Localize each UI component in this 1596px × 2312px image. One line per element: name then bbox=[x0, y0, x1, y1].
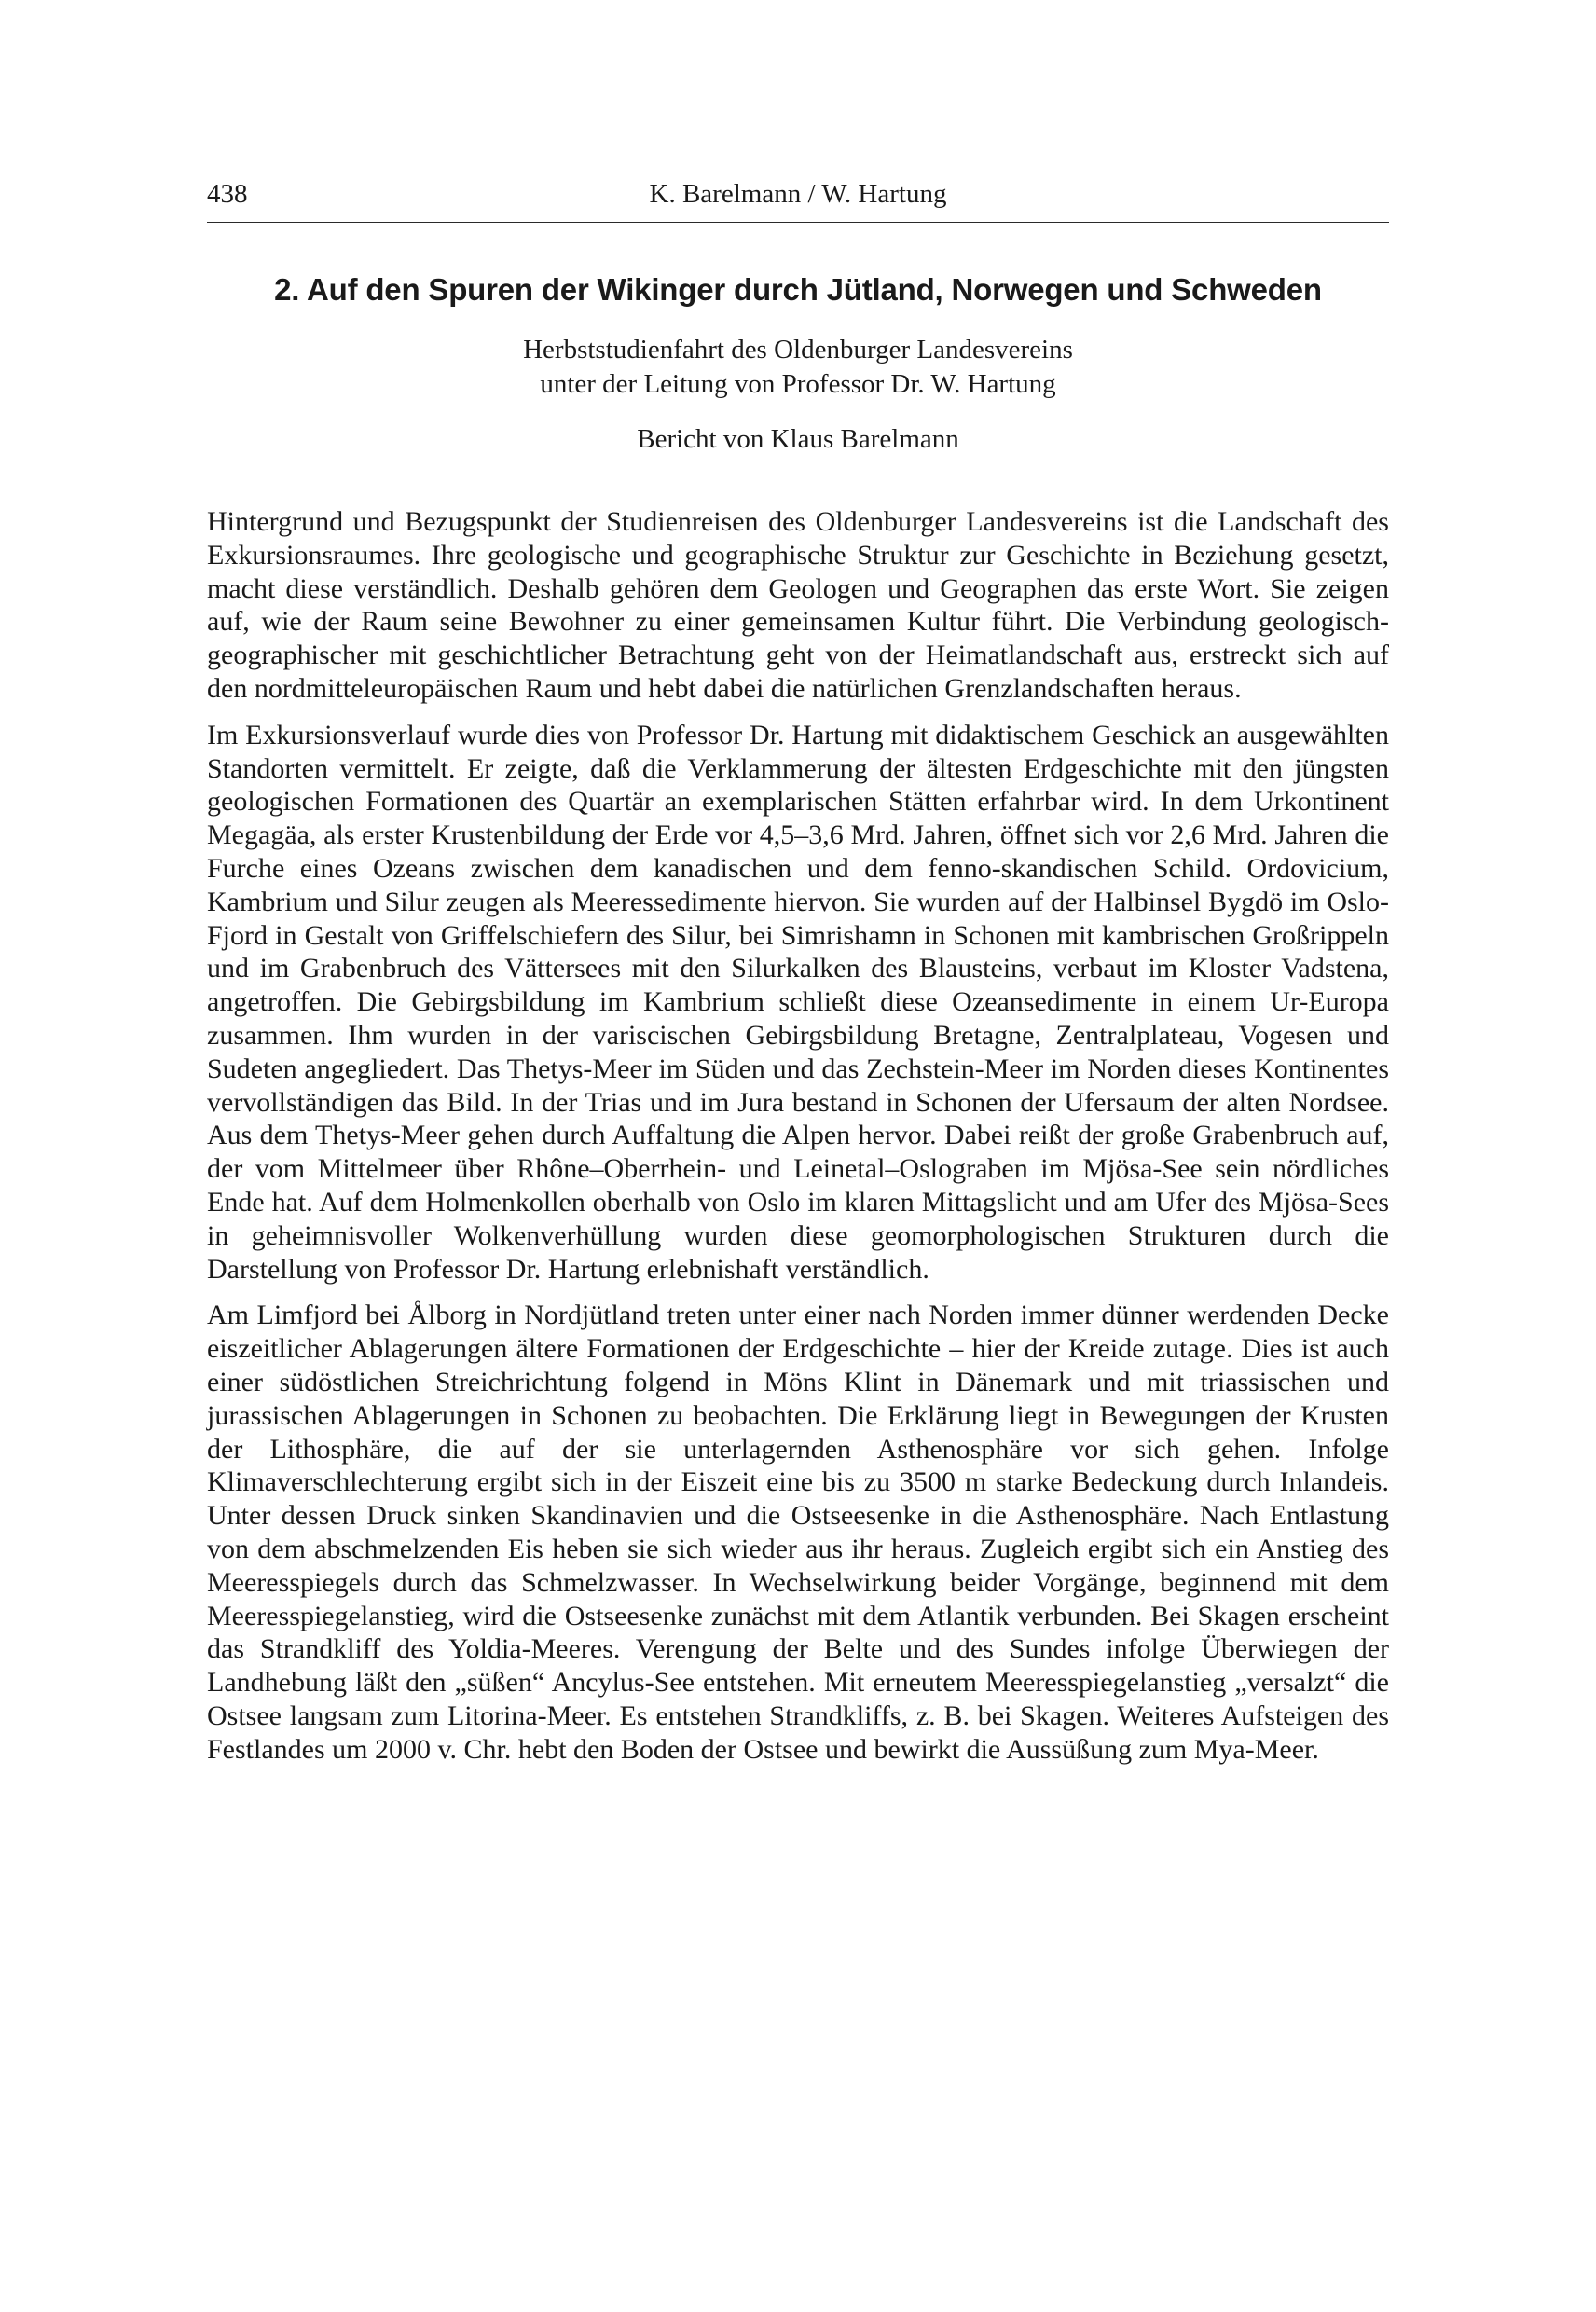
page-number: 438 bbox=[207, 179, 248, 209]
paragraph-2: Im Exkursionsverlauf wurde dies von Professor Dr. Hartung mit didaktischem Geschick an ausgewählten Standorten vermittelt. Er zeigte, daß die Verklammerung der ältesten Erdgeschichte mit den jüngsten geologischen Formationen des Quartär an exemplarischen Stätten erfahrbar wird. In dem Urkontinent Megagäa, als erster Krustenbildung der Erde vor 4,5–3,6 Mrd. Jahren, öffnet sich vor 2,6 Mrd. Jahren die Furche eines Ozeans zwischen dem kanadischen und dem fenno-skandischen Schild. Ordovicium, Kambrium und Silur zeugen als Meeressedimente hiervon. Sie wurden auf der Halbinsel Bygdö im Oslo-Fjord in Gestalt von Griffelschiefern des Silur, bei Simrishamn in Schonen mit kambrischen Großrippeln und im Grabenbruch des Vättersees mit den Silurkalken des Blausteins, verbaut im Kloster Vadstena, angetroffen. Die Gebirgsbildung im Kambrium schließt diese Ozeansedimente in einem Ur-Europa zusammen. Ihm wurden in der variscischen Gebirgsbildung Bretagne, Zentralplateau, Vogesen und Sudeten angegliedert. Das Thetys-Meer im Süden und das Zechstein-Meer im Norden dieses Kontinentes vervollständigen das Bild. In der Trias und im Jura bestand in Schonen der Ufersaum der alten Nordsee. Aus dem Thetys-Meer gehen durch Auffaltung die Alpen hervor. Dabei reißt der große Grabenbruch auf, der vom Mittelmeer über Rhône–Oberrhein- und Leinetal–Oslograben im Mjösa-See sein nördliches Ende hat. Auf dem Holmenkollen oberhalb von Oslo im klaren Mittagslicht und am Ufer des Mjösa-Sees in geheimnisvoller Wolkenverhüllung wurden diese geomorphologischen Strukturen durch die Darstellung von Professor Dr. Hartung erlebnishaft verständlich. bbox=[207, 719, 1389, 1285]
header-rule bbox=[207, 222, 1389, 223]
subtitle-line-1: Herbststudienfahrt des Oldenburger Landesvereins bbox=[523, 335, 1073, 365]
article-subtitle bbox=[207, 333, 1389, 402]
page bbox=[207, 175, 1389, 1779]
article-byline: Bericht von Klaus Barelmann bbox=[637, 424, 959, 454]
paragraph-3: Am Limfjord bei Ålborg in Nordjütland treten unter einer nach Norden immer dünner werdenden Decke eiszeitlicher Ablagerungen ältere Formationen der Erdgeschichte – hier der Kreide zutage. Dies ist auch einer südöstlichen Streichrichtung folgend in Möns Klint in Dänemark und mit triassischen und jurassischen Ablagerungen in Schonen zu beobachten. Die Erklärung liegt in Bewegungen der Krusten der Lithosphäre, die auf der sie unterlagernden Asthenosphäre vor sich gehen. Infolge Klimaverschlechterung ergibt sich in der Eiszeit eine bis zu 3500 m starke Bedeckung durch Inlandeis. Unter dessen Druck sinken Skandinavien und die Ostseesenke in die Asthenosphäre. Nach Entlastung von dem abschmelzenden Eis heben sie sich wieder aus ihr heraus. Zugleich ergibt sich ein Anstieg des Meeresspiegels durch das Schmelzwasser. In Wechselwirkung beider Vorgänge, beginnend mit dem Meeresspiegelanstieg, wird die Ostseesenke zunächst mit dem Atlantik verbunden. Bei Skagen erscheint das Strandkliff des Yoldia-Meeres. Verengung der Belte und des Sundes infolge Überwiegen der Landhebung läßt den „süßen“ Ancylus-See entstehen. Mit erneutem Meeresspiegelanstieg „versalzt“ die Ostsee langsam zum Litorina-Meer. Es entstehen Strandkliffs, z. B. bei Skagen. Weiteres Aufsteigen des Festlandes um 2000 v. Chr. hebt den Boden der Ostsee und bewirkt die Aussüßung zum Mya-Meer. bbox=[207, 1300, 1389, 1765]
article-body bbox=[207, 505, 1389, 1766]
article-title: 2. Auf den Spuren der Wikinger durch Jütland, Norwegen und Schweden bbox=[274, 272, 1322, 307]
subtitle-line-2: unter der Leitung von Professor Dr. W. Hartung bbox=[540, 369, 1056, 399]
running-title: K. Barelmann / W. Hartung bbox=[649, 179, 947, 209]
running-head bbox=[207, 175, 1389, 213]
paragraph-1: Hintergrund und Bezugspunkt der Studienreisen des Oldenburger Landesvereins ist die Landschaft des Exkursionsraumes. Ihre geologische und geographische Struktur zur Geschichte in Beziehung gesetzt, macht diese verständlich. Deshalb gehören dem Geologen und Geographen das erste Wort. Sie zeigen auf, wie der Raum seine Bewohner zu einer gemeinsamen Kultur führt. Die Verbindung geologisch-geographischer mit geschichtlicher Betrachtung geht von der Heimatlandschaft aus, erstreckt sich auf den nordmitteleuropäischen Raum und hebt dabei die natürlichen Grenzlandschaften heraus. bbox=[207, 506, 1389, 704]
